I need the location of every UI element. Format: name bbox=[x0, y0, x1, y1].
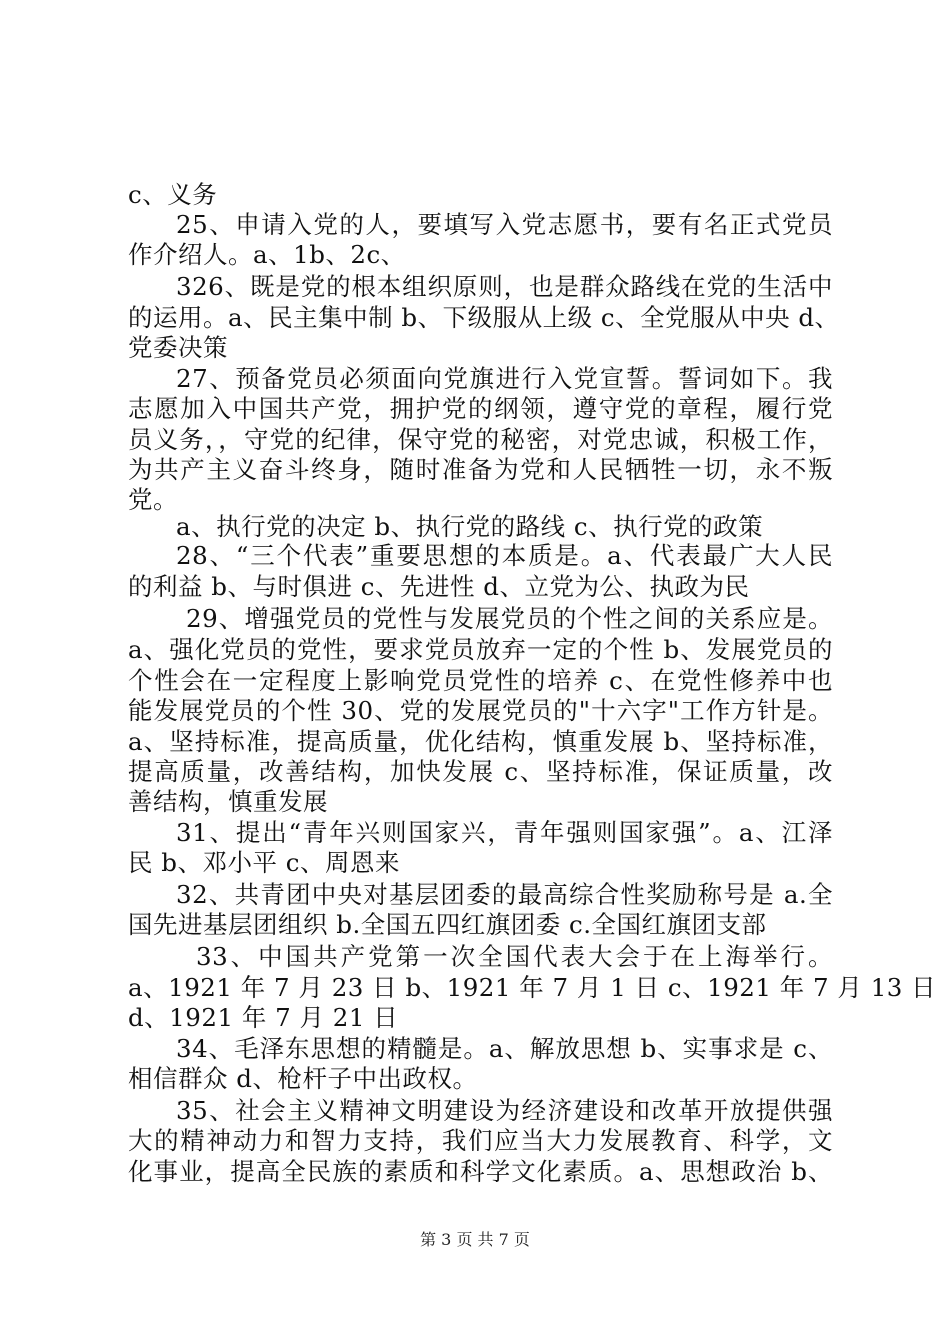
text-line: 善结构，慎重发展 bbox=[128, 787, 328, 816]
text-line: 民 b、邓小平 c、周恩来 bbox=[128, 848, 400, 877]
text-line: 33、中国共产党第一次全国代表大会于在上海举行。 bbox=[196, 942, 833, 971]
text-line: 相信群众 d、枪杆子中出政权。 bbox=[128, 1064, 478, 1093]
text-line: 28、“三个代表”重要思想的本质是。a、代表最广大人民 bbox=[176, 541, 833, 570]
text-line: 员义务，，守党的纪律，保守党的秘密，对党忠诚，积极工作， bbox=[128, 425, 833, 454]
text-line: 个性会在一定程度上影响党员党性的培养 c、在党性修养中也 bbox=[128, 666, 833, 695]
text-line: 提高质量，改善结构，加快发展 c、坚持标准，保证质量，改 bbox=[128, 757, 833, 786]
text-line: a、执行党的决定 b、执行党的路线 c、执行党的政策 bbox=[176, 512, 764, 541]
text-line: 为共产主义奋斗终身，随时准备为党和人民牺牲一切，永不叛 bbox=[128, 455, 833, 484]
text-line: 326、既是党的根本组织原则，也是群众路线在党的生活中 bbox=[176, 272, 833, 301]
text-line: 能发展党员的个性 30、党的发展党员的"十六字"工作方针是。 bbox=[128, 696, 833, 725]
text-line: 党委决策 bbox=[128, 333, 228, 362]
text-line: 31、提出“青年兴则国家兴，青年强则国家强”。a、江泽 bbox=[176, 818, 833, 847]
text-line: c、义务 bbox=[128, 180, 218, 209]
text-line: 35、社会主义精神文明建设为经济建设和改革开放提供强 bbox=[176, 1096, 833, 1125]
text-line: 29、增强党员的党性与发展党员的个性之间的关系应是。 bbox=[186, 604, 833, 633]
text-line: 32、共青团中央对基层团委的最高综合性奖励称号是 a.全 bbox=[176, 880, 833, 909]
text-line: 国先进基层团组织 b.全国五四红旗团委 c.全国红旗团支部 bbox=[128, 910, 767, 939]
text-line: 25、申请入党的人，要填写入党志愿书，要有名正式党员 bbox=[176, 210, 833, 239]
text-line: 化事业，提高全民族的素质和科学文化素质。a、思想政治 b、 bbox=[128, 1157, 833, 1186]
text-line: 党。 bbox=[128, 485, 178, 514]
text-line: 大的精神动力和智力支持，我们应当大力发展教育、科学，文 bbox=[128, 1126, 833, 1155]
text-line: a、坚持标准，提高质量，优化结构，慎重发展 b、坚持标准， bbox=[128, 727, 833, 756]
text-line: 作介绍人。a、1b、2c、 bbox=[128, 240, 406, 269]
page-footer: 第 3 页 共 7 页 bbox=[420, 1230, 530, 1249]
text-line: 的运用。a、民主集中制 b、下级服从上级 c、全党服从中央 d、 bbox=[128, 303, 840, 332]
text-line: d、1921 年 7 月 21 日 bbox=[128, 1003, 399, 1032]
text-line: 27、预备党员必须面向党旗进行入党宣誓。誓词如下。我 bbox=[176, 364, 833, 393]
text-line: 志愿加入中国共产党，拥护党的纲领，遵守党的章程，履行党 bbox=[128, 394, 833, 423]
text-line: a、强化党员的党性，要求党员放弃一定的个性 b、发展党员的 bbox=[128, 635, 833, 664]
text-line: 的利益 b、与时俱进 c、先进性 d、立党为公、执政为民 bbox=[128, 572, 750, 601]
text-line: a、1921 年 7 月 23 日 b、1921 年 7 月 1 日 c、1921 年 7 月 13 日 bbox=[128, 973, 937, 1002]
text-line: 34、毛泽东思想的精髓是。a、解放思想 b、实事求是 c、 bbox=[176, 1034, 833, 1063]
